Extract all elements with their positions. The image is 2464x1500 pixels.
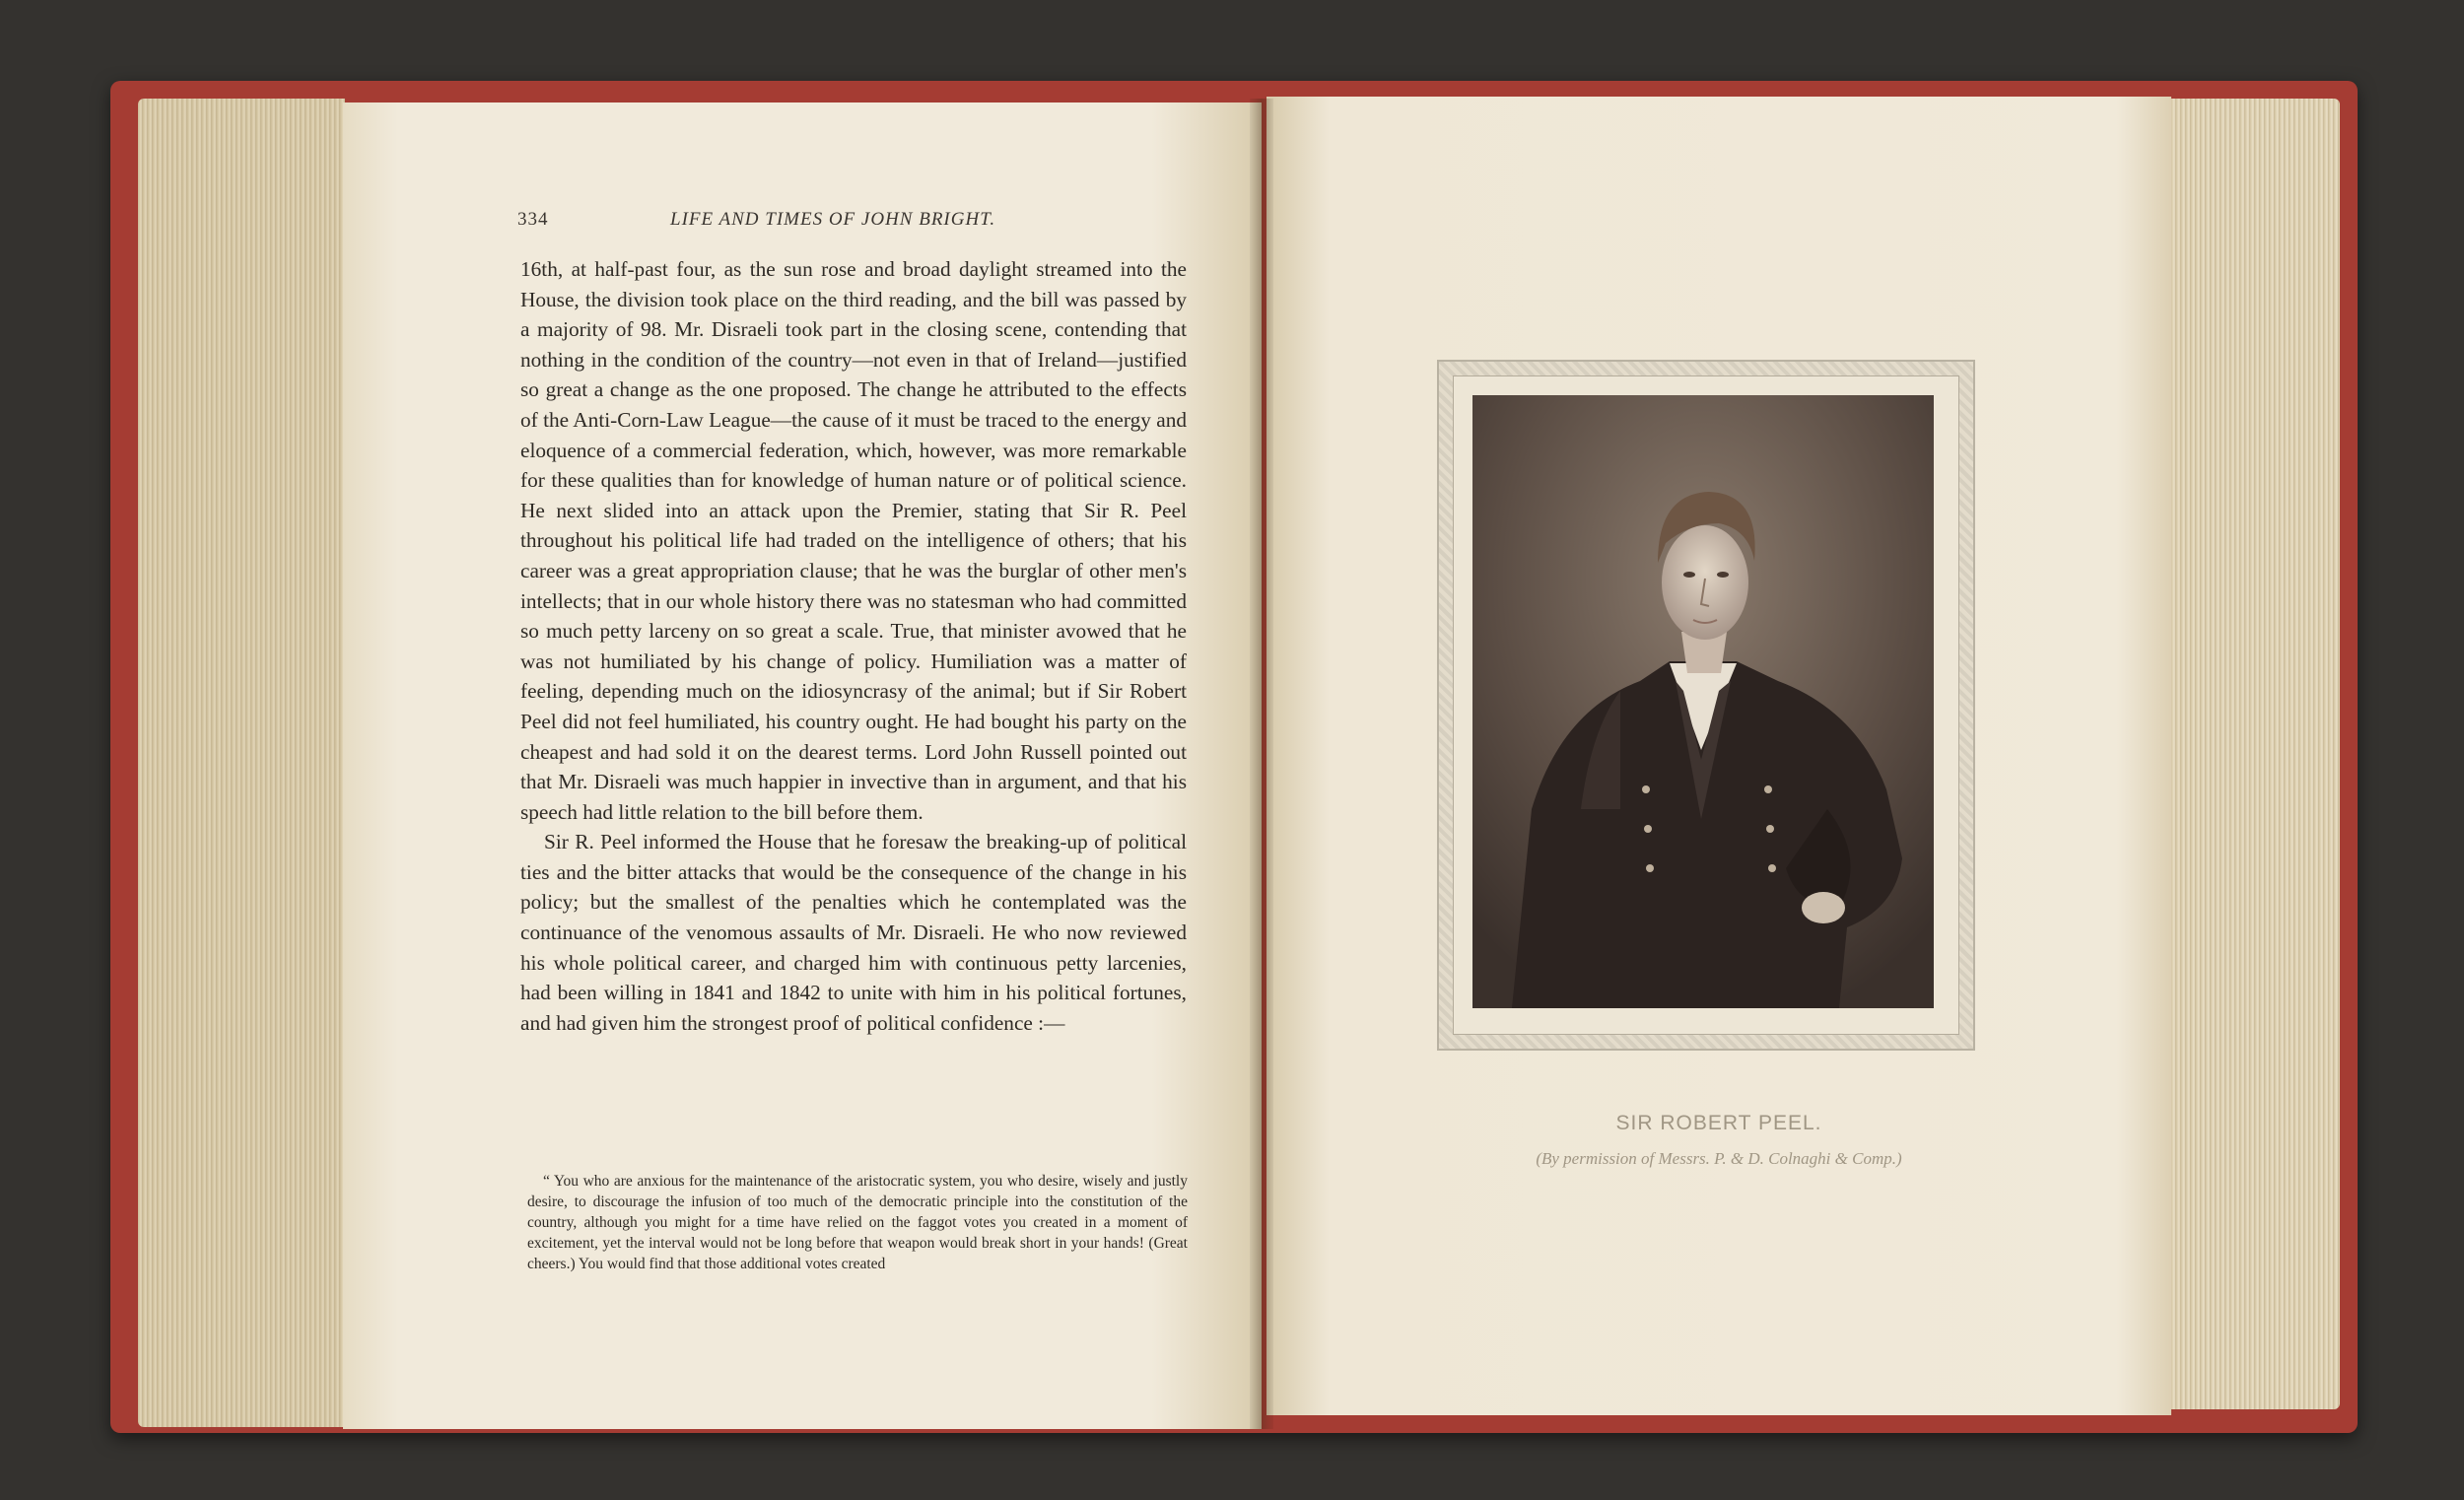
running-title: LIFE AND TIMES OF JOHN BRIGHT. <box>670 209 996 230</box>
book-gutter <box>1250 99 1273 1429</box>
page-edges-left <box>138 99 345 1427</box>
caption-credit: (By permission of Messrs. P. & D. Colnaghi & Comp.) <box>1536 1149 1902 1168</box>
block-quote <box>527 1171 1188 1274</box>
body-text <box>520 254 1187 1038</box>
caption-name: SIR ROBERT PEEL. <box>1615 1112 1822 1134</box>
page-edges-right <box>2166 99 2340 1409</box>
quote-text: “ You who are anxious for the maintenance of the aristocratic system, you who desire, wisely and justly desire, to discourage the infusion of too much of the democratic principle into the constitution of the country, although you might for a time have relied on the faggot votes you created in a moment of excitement, yet the interval would not be long before that weapon would break short in your hands! (Great cheers.) You would find that those additional votes created <box>527 1173 1188 1272</box>
page-number: 334 <box>517 209 549 230</box>
portrait-photograph <box>1472 395 1934 1008</box>
paragraph-2: Sir R. Peel informed the House that he foresaw the breaking-up of political ties and the bitter attacks that would be the consequence of the change in his policy; but the smallest of the penalties which he contemplated was the continuance of the venomous assaults of Mr. Disraeli. He who now reviewed his whole political career, and charged him with continuous petty larcenies, had been willing in 1841 and 1842 to unite with him in his political fortunes, and had given him the strongest proof of political confidence :— <box>520 830 1187 1035</box>
portrait-image <box>1472 395 1934 1008</box>
paragraph-1: 16th, at half-past four, as the sun rose and broad daylight streamed into the House, the division took place on the third reading, and the bill was passed by a majority of 98. Mr. Disraeli took part in the closing scene, contending that nothing in the condition of the country—not even in that of Ireland—justified so great a change as the one proposed. The change he attributed to the effects of the Anti-Corn-Law League—the cause of it must be traced to the energy and eloquence of a commercial federation, which, however, was more remarkable for these qualities than for knowledge of human nature or of political science. He next slided into an attack upon the Premier, stating that Sir R. Peel throughout his political life had traded on the intelligence of others; that his career was a great appropriation clause; that he was the burglar of other men's intellects; that in our whole history there was no statesman who had committed so much petty larceny on so great a scale. True, that minister avowed that he was not humiliated by his change of policy. Humiliation was a matter of feeling, depending much on the idiosyncrasy of the animal; but if Sir Robert Peel did not feel humiliated, his country ought. He had bought his party on the cheapest and had sold it on the dearest terms. Lord John Russell pointed out that Mr. Disraeli was much happier in invective than in argument, and that his speech had little relation to the bill before them. <box>520 257 1187 824</box>
portrait-caption <box>1266 1112 2171 1169</box>
